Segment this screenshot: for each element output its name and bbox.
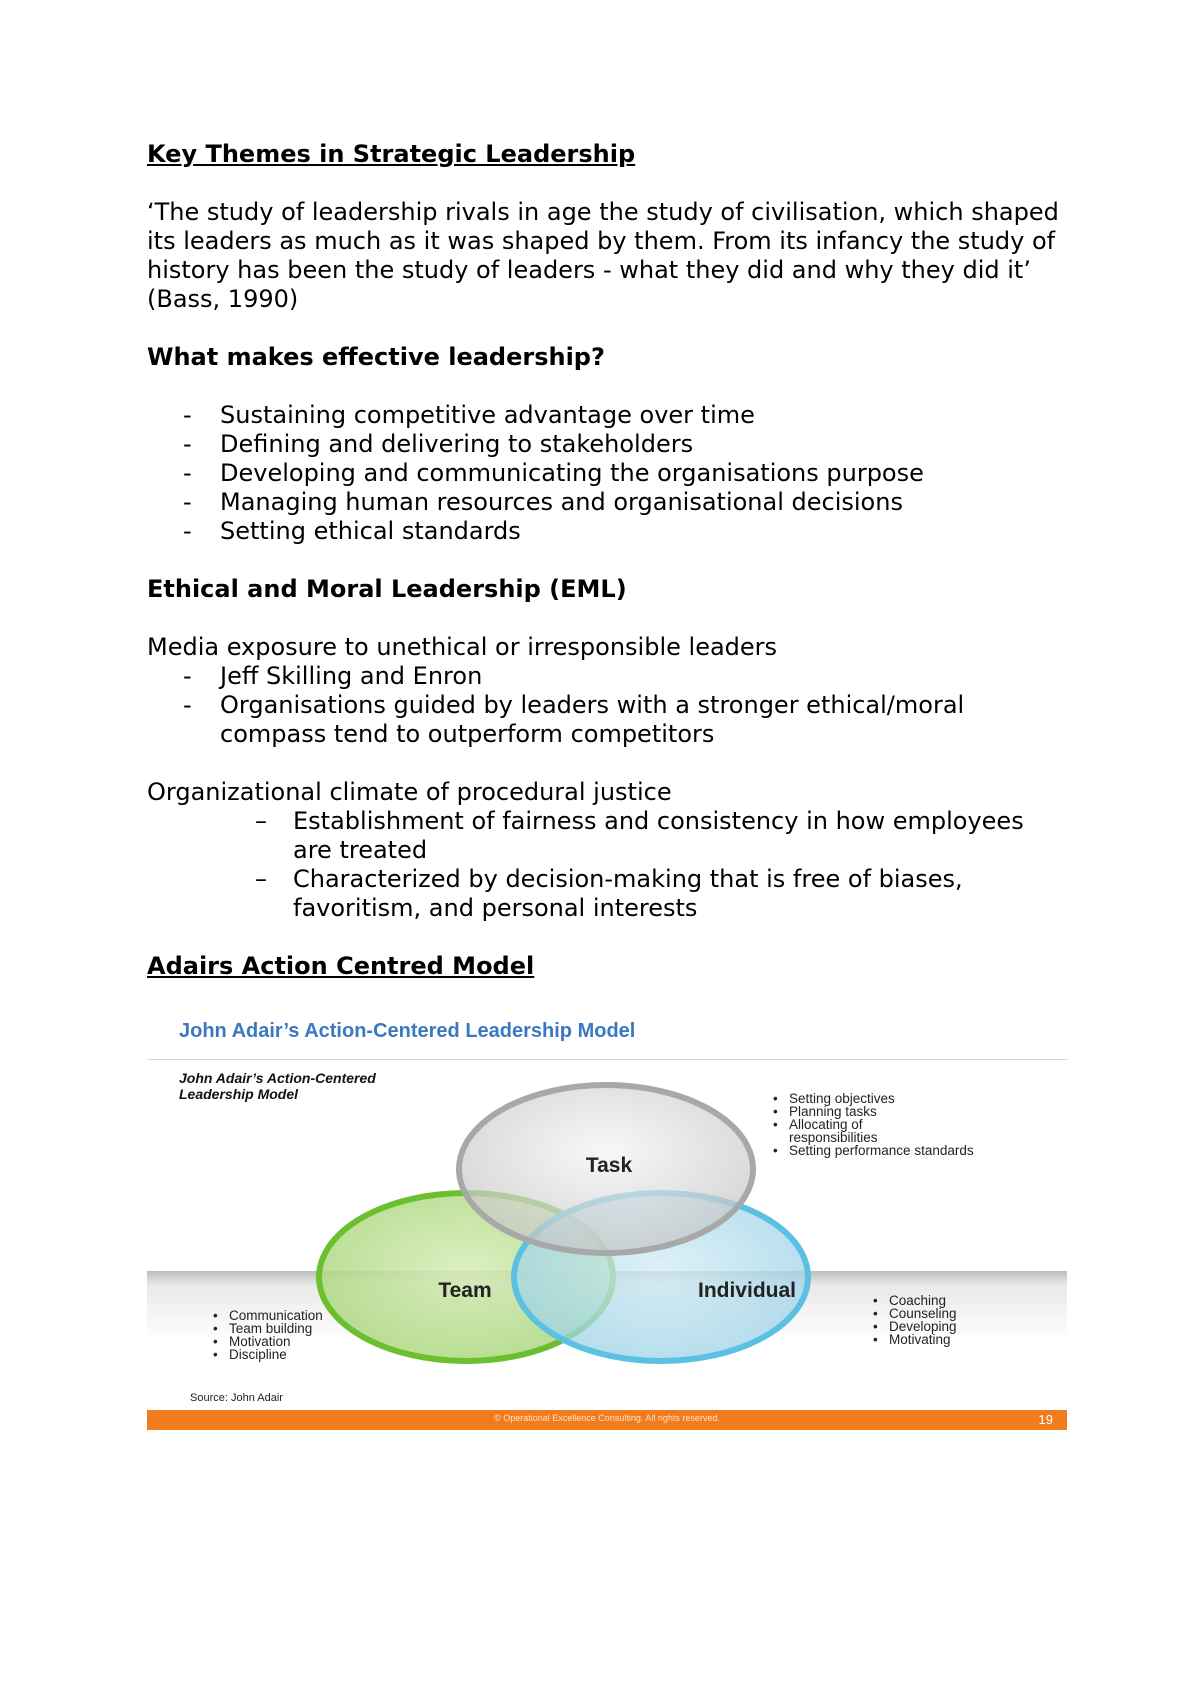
list-item: - Setting ethical standards — [183, 517, 521, 545]
list-item: • Allocating of responsibilities — [771, 1118, 939, 1144]
list-item: - Jeff Skilling and Enron — [183, 662, 483, 690]
adair-model-slide — [147, 1012, 1067, 1432]
task-points-list — [771, 1092, 979, 1157]
list-item: - Organisations guided by leaders with a stronger ethical/moral compass tend to outperform competitors — [183, 691, 965, 748]
slide-title: John Adair’s Action-Centered Leadership Model — [179, 1020, 636, 1042]
task-label: Task — [585, 1154, 633, 1177]
eml-intro: Media exposure to unethical or irresponsible leaders — [147, 633, 778, 661]
list-item: • Coaching — [871, 1294, 957, 1307]
individual-label: Individual — [697, 1279, 797, 1302]
list-item: • Discipline — [211, 1348, 323, 1361]
procedural-justice-intro: Organizational climate of procedural justice — [147, 778, 672, 806]
document-title: Key Themes in Strategic Leadership — [147, 140, 636, 168]
bass-quote: ‘The study of leadership rivals in age the study of civilisation, which shaped its leaders as much as it was shaped by them. From its infancy the study of history has been the study of leaders - what they did and why they did it’ (Bass, 1990) — [147, 198, 1059, 313]
team-points-list — [211, 1309, 323, 1361]
list-item: – Characterized by decision-making that is free of biases, favoritism, and personal interests — [255, 865, 963, 922]
list-item: • Setting performance standards — [771, 1144, 979, 1157]
section-heading-adair: Adairs Action Centred Model — [147, 952, 535, 980]
section-heading-effective-leadership: What makes effective leadership? — [147, 343, 605, 371]
list-item: • Developing — [871, 1320, 957, 1333]
procedural-justice-list — [147, 807, 1067, 923]
slide-page-number: 19 — [1038, 1412, 1053, 1427]
list-item: • Motivating — [871, 1333, 957, 1346]
list-item: • Communication — [211, 1309, 323, 1322]
effective-leadership-list — [147, 401, 1067, 546]
team-label: Team — [438, 1279, 492, 1302]
document-page — [147, 140, 1067, 1010]
individual-points-list — [871, 1294, 957, 1346]
list-item: • Team building — [211, 1322, 323, 1335]
list-item: - Developing and communicating the organisations purpose — [183, 459, 924, 487]
list-item: - Defining and delivering to stakeholders — [183, 430, 694, 458]
list-item: • Setting objectives — [771, 1092, 979, 1105]
list-item: • Motivation — [211, 1335, 323, 1348]
slide-footer-bar — [147, 1410, 1067, 1430]
list-item: - Managing human resources and organisational decisions — [183, 488, 903, 516]
list-item: • Planning tasks — [771, 1105, 979, 1118]
list-item: • Counseling — [871, 1307, 957, 1320]
section-heading-eml: Ethical and Moral Leadership (EML) — [147, 575, 627, 603]
list-item: – Establishment of fairness and consistency in how employees are treated — [255, 807, 1024, 864]
slide-subtitle: John Adair’s Action-Centered Leadership Model — [179, 1070, 376, 1102]
list-item: - Sustaining competitive advantage over time — [183, 401, 755, 429]
eml-list — [147, 662, 1067, 749]
slide-source: Source: John Adair — [190, 1392, 283, 1404]
footer-copyright: © Operational Excellence Consulting. All rights reserved. — [494, 1413, 720, 1423]
